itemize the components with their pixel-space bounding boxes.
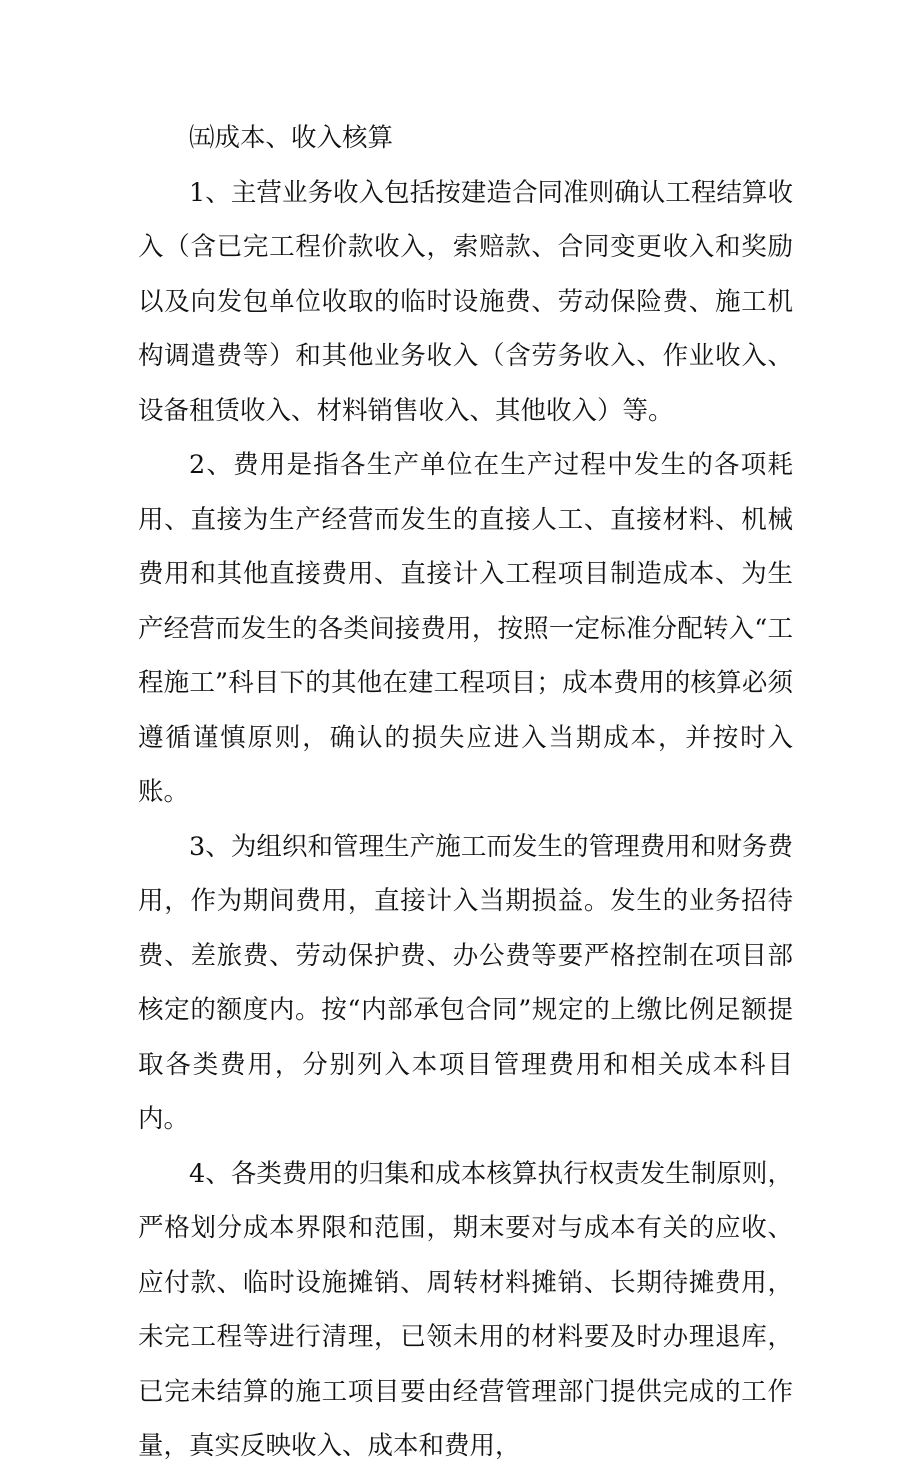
paragraph-3: 3、为组织和管理生产施工而发生的管理费用和财务费用，作为期间费用，直接计入当期损益。发生的业务招待费、差旅费、劳动保护费、办公费等要严格控制在项目部核定的额度内。按“内部承包合同”规定的上缴比例足额提取各类费用，分别列入本项目管理费用和相关成本科目内。 bbox=[138, 831, 793, 1134]
document-body bbox=[138, 111, 793, 1474]
paragraph-2: 2、费用是指各生产单位在生产过程中发生的各项耗用、直接为生产经营而发生的直接人工、直接材料、机械费用和其他直接费用、直接计入工程项目制造成本、为生产经营而发生的各类间接费用，按照一定标准分配转入“工程施工”科目下的其他在建工程项目；成本费用的核算必须遵循谨慎原则，确认的损失应进入当期成本，并按时入账。 bbox=[138, 450, 793, 807]
paragraph-1: 1、主营业务收入包括按建造合同准则确认工程结算收入（含已完工程价款收入，索赔款、合同变更收入和奖励以及向发包单位收取的临时设施费、劳动保险费、施工机构调遣费等）和其他业务收入（含劳务收入、作业收入、设备租赁收入、材料销售收入、其他收入）等。 bbox=[138, 177, 793, 426]
section-heading: ㈤成本、收入核算 bbox=[189, 123, 394, 153]
paragraph-4: 4、各类费用的归集和成本核算执行权责发生制原则，严格划分成本界限和范围，期末要对与成本有关的应收、应付款、临时设施摊销、周转材料摊销、长期待摊费用，未完工程等进行清理，已领未用的材料要及时办理退库，已完未结算的施工项目要由经营管理部门提供完成的工作量，真实反映收入、成本和费用， bbox=[138, 1158, 793, 1461]
